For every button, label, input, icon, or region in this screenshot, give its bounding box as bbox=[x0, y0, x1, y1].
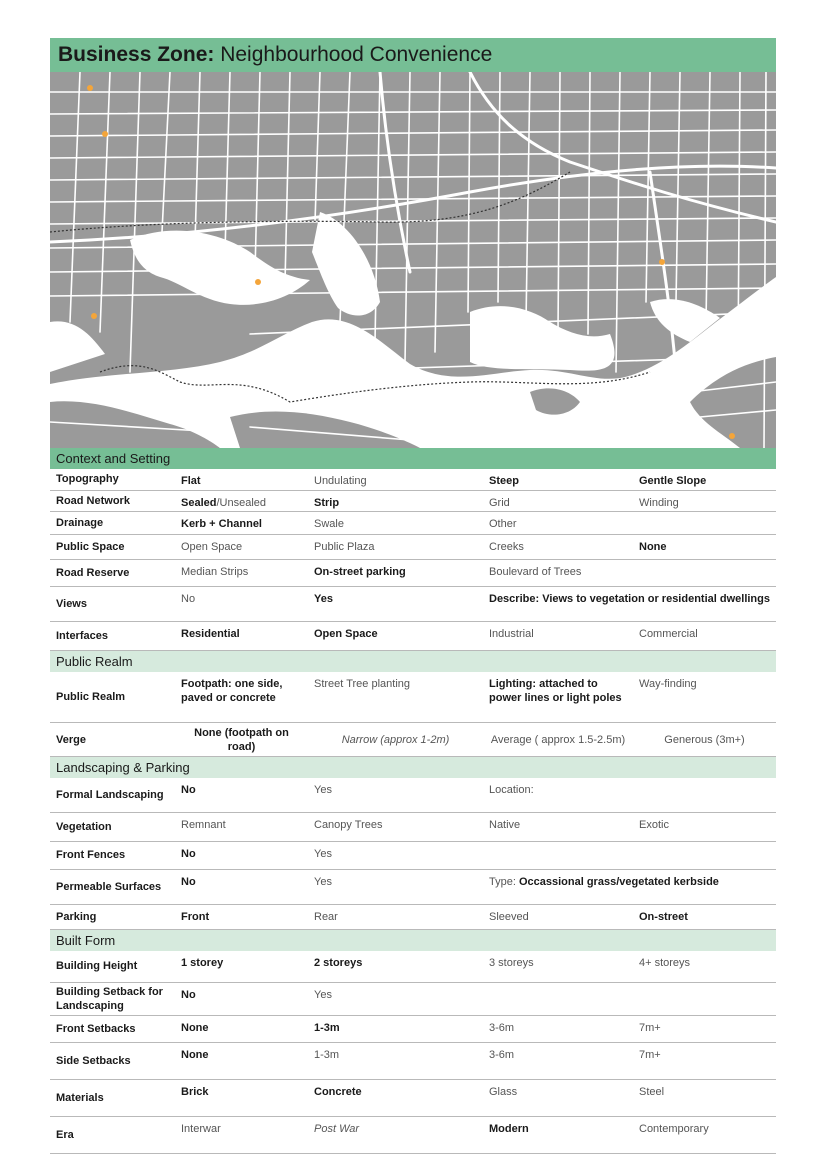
row-label: Permeable Surfaces bbox=[50, 869, 175, 904]
option-cell: Gentle Slope bbox=[633, 469, 776, 490]
table-row bbox=[50, 559, 776, 586]
title-zone: Business Zone: bbox=[58, 43, 215, 66]
option-cell: Brick bbox=[175, 1080, 308, 1117]
table-row bbox=[50, 778, 776, 812]
option-cell: On-street bbox=[633, 904, 776, 929]
option-cell: 1 storey bbox=[175, 951, 308, 983]
row-label: Front Fences bbox=[50, 841, 175, 869]
option-selected: Sealed bbox=[181, 496, 217, 509]
table-row bbox=[50, 469, 776, 490]
option-cell bbox=[483, 841, 776, 869]
option-cell: No bbox=[175, 841, 308, 869]
surface-type-value: Occassional grass/vegetated kerbside bbox=[518, 875, 719, 888]
option-cell: None bbox=[175, 1016, 308, 1043]
option-cell: 7m+ bbox=[633, 1016, 776, 1043]
option-cell: 4+ storeys bbox=[633, 951, 776, 983]
row-label: Front Setbacks bbox=[50, 1016, 175, 1043]
row-label: Formal Landscaping bbox=[50, 778, 175, 812]
option-cell: Remnant bbox=[175, 812, 308, 841]
table-row bbox=[50, 951, 776, 983]
option-cell: 3-6m bbox=[483, 1016, 633, 1043]
row-label: Parking bbox=[50, 904, 175, 929]
table-row bbox=[50, 1117, 776, 1154]
option-cell: 3 storeys bbox=[483, 951, 633, 983]
landscaping-table bbox=[50, 778, 776, 930]
option-cell: Street Tree planting bbox=[308, 672, 483, 723]
row-label: Materials bbox=[50, 1080, 175, 1117]
option-cell: Winding bbox=[633, 490, 776, 511]
section-header-public-realm: Public Realm bbox=[50, 651, 776, 672]
option-cell: Other bbox=[483, 511, 633, 534]
option-cell: Strip bbox=[308, 490, 483, 511]
option-cell: Steep bbox=[483, 469, 633, 490]
option-cell: 2 storeys bbox=[308, 951, 483, 983]
option-cell: Residential bbox=[175, 621, 308, 650]
option-cell: Boulevard of Trees bbox=[483, 559, 776, 586]
table-row bbox=[50, 869, 776, 904]
option-cell: Footpath: one side, paved or concrete bbox=[175, 672, 308, 723]
views-description: Describe: Views to vegetation or residential dwellings bbox=[483, 586, 776, 621]
option-cell: Open Space bbox=[308, 621, 483, 650]
option-cell: Median Strips bbox=[175, 559, 308, 586]
row-label: Verge bbox=[50, 723, 175, 757]
option-cell: Rear bbox=[308, 904, 483, 929]
surface-type-label: Type: bbox=[489, 875, 519, 888]
section-header-context: Context and Setting bbox=[50, 448, 776, 469]
option-cell: On-street parking bbox=[308, 559, 483, 586]
row-label: Public Space bbox=[50, 534, 175, 559]
row-label: Drainage bbox=[50, 511, 175, 534]
option-cell: 1-3m bbox=[308, 1043, 483, 1080]
table-row bbox=[50, 812, 776, 841]
table-row bbox=[50, 983, 776, 1016]
option-cell: Sleeved bbox=[483, 904, 633, 929]
option-cell: Creeks bbox=[483, 534, 633, 559]
option-cell: Public Plaza bbox=[308, 534, 483, 559]
option-cell: Location: bbox=[483, 778, 776, 812]
option-cell: Yes bbox=[308, 586, 483, 621]
option-cell: Modern bbox=[483, 1117, 633, 1154]
table-row bbox=[50, 490, 776, 511]
context-table bbox=[50, 469, 776, 651]
option-cell: Way-finding bbox=[633, 672, 776, 723]
option-cell: Open Space bbox=[175, 534, 308, 559]
option-cell: Industrial bbox=[483, 621, 633, 650]
option-cell: 3-6m bbox=[483, 1043, 633, 1080]
row-label: Vegetation bbox=[50, 812, 175, 841]
option-cell: Generous (3m+) bbox=[633, 723, 776, 757]
table-row bbox=[50, 841, 776, 869]
row-label: Topography bbox=[50, 469, 175, 490]
table-row bbox=[50, 586, 776, 621]
table-row bbox=[50, 1080, 776, 1117]
row-label: Interfaces bbox=[50, 621, 175, 650]
option-cell: Flat bbox=[175, 469, 308, 490]
table-row bbox=[50, 621, 776, 650]
page-title bbox=[58, 42, 768, 68]
option-cell: None bbox=[633, 534, 776, 559]
option-cell bbox=[483, 983, 776, 1016]
table-row bbox=[50, 511, 776, 534]
option-cell: No bbox=[175, 869, 308, 904]
option-cell bbox=[175, 490, 308, 511]
option-cell: Yes bbox=[308, 841, 483, 869]
option-cell: Front bbox=[175, 904, 308, 929]
row-label: Side Setbacks bbox=[50, 1043, 175, 1080]
option-cell: 7m+ bbox=[633, 1043, 776, 1080]
option-cell: No bbox=[175, 983, 308, 1016]
option-cell: Exotic bbox=[633, 812, 776, 841]
option-cell: Glass bbox=[483, 1080, 633, 1117]
option-cell: Grid bbox=[483, 490, 633, 511]
option-cell: None (footpath on road) bbox=[175, 723, 308, 757]
option-cell: Yes bbox=[308, 983, 483, 1016]
option-cell: Yes bbox=[308, 778, 483, 812]
option-cell: Interwar bbox=[175, 1117, 308, 1154]
option-cell: Narrow (approx 1-2m) bbox=[308, 723, 483, 757]
section-header-landscaping: Landscaping & Parking bbox=[50, 757, 776, 778]
option-cell: Concrete bbox=[308, 1080, 483, 1117]
table-row bbox=[50, 534, 776, 559]
built-form-table bbox=[50, 951, 776, 1155]
table-row bbox=[50, 904, 776, 929]
option-cell bbox=[633, 511, 776, 534]
option-cell: Undulating bbox=[308, 469, 483, 490]
row-label: Building Setback for Landscaping bbox=[50, 983, 175, 1016]
option-cell: No bbox=[175, 586, 308, 621]
option-cell: Average ( approx 1.5-2.5m) bbox=[483, 723, 633, 757]
table-row bbox=[50, 1043, 776, 1080]
option-cell: Canopy Trees bbox=[308, 812, 483, 841]
row-label: Building Height bbox=[50, 951, 175, 983]
row-label: Road Network bbox=[50, 490, 175, 511]
option-cell: Yes bbox=[308, 869, 483, 904]
option-cell: Post War bbox=[308, 1117, 483, 1154]
row-label: Era bbox=[50, 1117, 175, 1154]
surface-type-cell bbox=[483, 869, 776, 904]
row-label: Road Reserve bbox=[50, 559, 175, 586]
public-realm-table bbox=[50, 672, 776, 758]
option-cell: Commercial bbox=[633, 621, 776, 650]
option-unselected: /Unsealed bbox=[216, 496, 267, 509]
page bbox=[50, 38, 776, 1154]
section-header-built-form: Built Form bbox=[50, 930, 776, 951]
option-cell: Contemporary bbox=[633, 1117, 776, 1154]
row-label: Views bbox=[50, 586, 175, 621]
option-cell: 1-3m bbox=[308, 1016, 483, 1043]
option-cell: Native bbox=[483, 812, 633, 841]
option-cell: Steel bbox=[633, 1080, 776, 1117]
option-cell: None bbox=[175, 1043, 308, 1080]
option-cell: Swale bbox=[308, 511, 483, 534]
table-row bbox=[50, 723, 776, 757]
option-cell: No bbox=[175, 778, 308, 812]
title-bar bbox=[50, 38, 776, 72]
row-label: Public Realm bbox=[50, 672, 175, 723]
title-zone-type: Neighbourhood Convenience bbox=[214, 43, 493, 66]
table-row bbox=[50, 672, 776, 723]
option-cell: Kerb + Channel bbox=[175, 511, 308, 534]
option-cell: Lighting: attached to power lines or light poles bbox=[483, 672, 633, 723]
table-row bbox=[50, 1016, 776, 1043]
street-map bbox=[50, 72, 776, 448]
